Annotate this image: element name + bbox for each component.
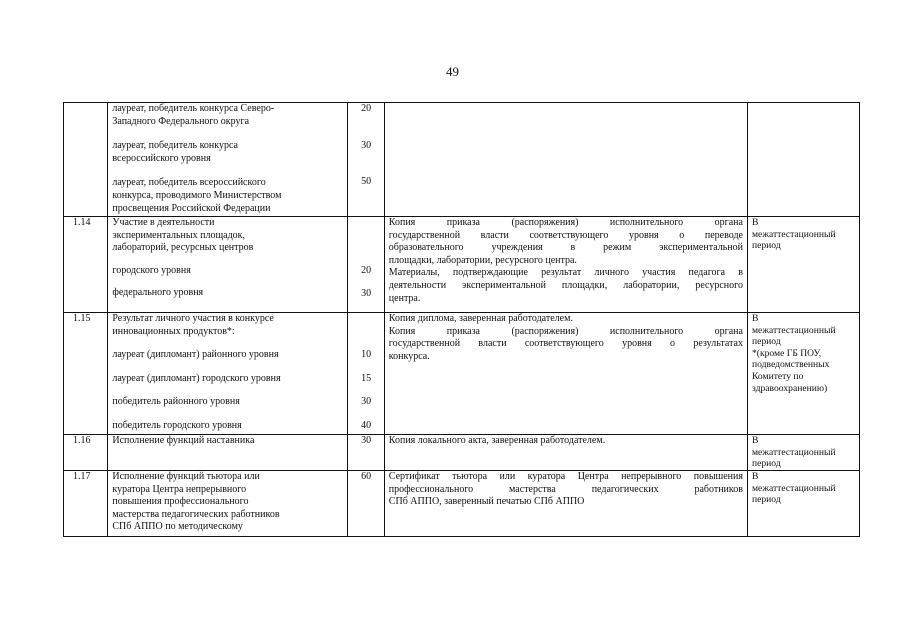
- documents-cell: Копия приказа (распоряжения) исполнительного органа государственной власти соответствующего уровня о переводе образовательного учреждения в режим экспериментальной площадки, лаборатории, ресурсного центра. Материалы, подтверждающие результат личного участия педагога в деятельности экспериментальной площадки, лаборатории, ресурсного центра.: [384, 217, 747, 313]
- documents-cell: Сертификат тьютора или куратора Центра непрерывного повышения профессионального мастерства педагогических работников СПб АППО, заверенный печатью СПб АППО: [384, 471, 747, 537]
- row-number: 1.15: [64, 313, 108, 435]
- criteria-table: [63, 102, 860, 537]
- documents-cell: Копия диплома, заверенная работодателем. Копия приказа (распоряжения) исполнительного органа государственной власти соответствующего уровня о результатах конкурса.: [384, 313, 747, 435]
- points-cell: [348, 103, 384, 217]
- row-number: 1.16: [64, 435, 108, 471]
- period-cell: В межаттестационный период: [747, 471, 859, 537]
- criteria-item: лауреат (дипломант) районного уровня: [112, 349, 279, 361]
- criteria-item: Исполнение функций наставника: [112, 435, 255, 446]
- criteria-cell: [108, 103, 348, 217]
- points-value: 30: [361, 396, 372, 408]
- criteria-item: федерального уровня: [112, 287, 204, 299]
- criteria-cell: [108, 313, 348, 435]
- table-row: [64, 435, 860, 471]
- row-number: 1.17: [64, 471, 108, 537]
- criteria-item: лауреат, победитель конкурса всероссийского уровня: [112, 140, 238, 164]
- criteria-cell: Исполнение функций тьютора или куратора Центра непрерывного повышения профессионального мастерства педагогических работников СПб АППО по методическому: [108, 471, 348, 537]
- points-value: 15: [361, 372, 372, 384]
- points-value: 30: [361, 139, 372, 151]
- points-value: 20: [361, 265, 372, 276]
- points-value: 40: [361, 419, 372, 431]
- points-value: 60: [361, 471, 372, 482]
- points-cell: [348, 435, 384, 471]
- table-row: [64, 217, 860, 313]
- period-cell: В межаттестационный период: [747, 435, 859, 471]
- criteria-item: победитель городского уровня: [112, 419, 242, 431]
- points-value: 30: [361, 435, 372, 446]
- criteria-cell: [108, 435, 348, 471]
- table-row: [64, 313, 860, 435]
- points-value: 30: [361, 287, 372, 299]
- page-number: 49: [446, 64, 459, 79]
- table-row: [64, 471, 860, 537]
- criteria-item: победитель районного уровня: [112, 396, 240, 408]
- points-cell: [348, 313, 384, 435]
- criteria-item: Результат личного участия в конкурсе инновационных продуктов*:: [112, 313, 274, 337]
- criteria-item: лауреат, победитель конкурса Северо- Западного Федерального округа: [112, 103, 275, 127]
- documents-cell: Копия локального акта, заверенная работодателем.: [384, 435, 747, 471]
- period-cell: [747, 103, 859, 217]
- row-number: 1.14: [64, 217, 108, 313]
- points-cell: [348, 471, 384, 537]
- points-cell: [348, 217, 384, 313]
- points-value: 10: [361, 349, 372, 360]
- points-value: 20: [361, 103, 372, 114]
- criteria-item: лауреат (дипломант) городского уровня: [112, 372, 281, 384]
- period-cell: В межаттестационный период *(кроме ГБ ПОУ, подведомственных Комитету по здравоохранению): [747, 313, 859, 435]
- points-value: 50: [361, 176, 372, 188]
- criteria-cell: [108, 217, 348, 313]
- period-cell: В межаттестационный период: [747, 217, 859, 313]
- criteria-item: городского уровня: [112, 264, 191, 276]
- criteria-item: Участие в деятельности экспериментальных площадок, лабораторий, ресурсных центров: [112, 217, 254, 254]
- row-number: [64, 103, 108, 217]
- documents-cell: [384, 103, 747, 217]
- table-row: [64, 103, 860, 217]
- criteria-item: лауреат, победитель всероссийского конкурса, проводимого Министерством просвещения Российской Федерации: [112, 177, 282, 214]
- criteria-item: Исполнение функций тьютора или: [112, 471, 260, 482]
